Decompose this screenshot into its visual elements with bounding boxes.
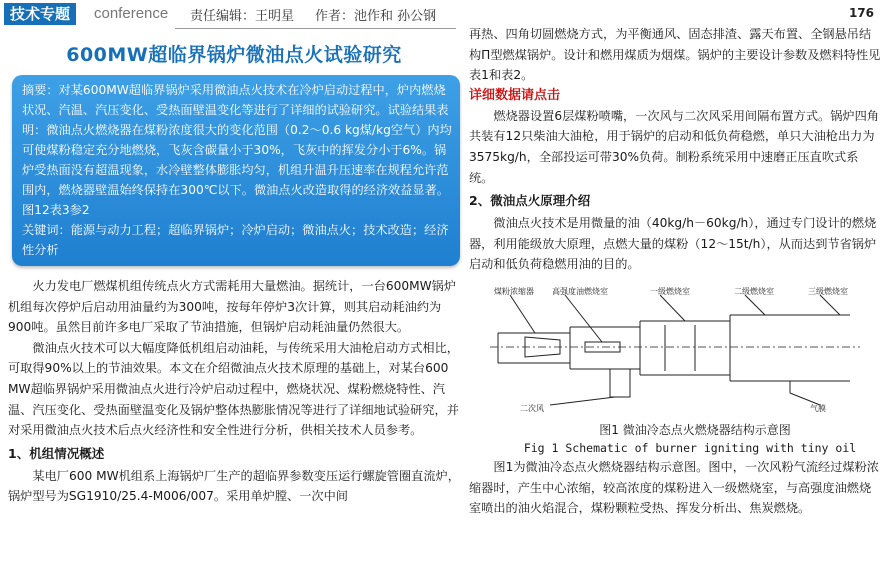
label-secondary-air: 二次风 — [520, 403, 544, 413]
figure-1-caption-cn: 图1 微油冷态点火燃烧器结构示意图 — [599, 422, 791, 437]
abstract-box — [12, 75, 460, 266]
right-paragraph-1: 再热、四角切圆燃烧方式，为平衡通风、固态排渣、露天布置、全钢悬吊结构Π型燃煤锅炉。设计和燃用煤质为烟煤。锅炉的主要设计参数及燃料特性见表1和表2。 — [469, 27, 881, 83]
left-column — [8, 32, 460, 507]
label-oil-chamber: 高强度油燃烧室 — [552, 286, 608, 296]
header-divider — [175, 28, 456, 29]
label-stage1: 一级燃烧室 — [650, 286, 690, 296]
section-1-paragraph: 某电厂600 MW机组系上海锅炉厂生产的超临界参数变压运行螺旋管圈直流炉，锅炉型号为SG1910/25.4-M006/007。采用单炉膛、一次中间 — [8, 468, 460, 504]
label-stage3: 三级燃烧室 — [808, 286, 848, 296]
label-stage2: 二级燃烧室 — [734, 286, 774, 296]
section-2-heading: 2、微油点火原理介绍 — [469, 193, 591, 209]
right-paragraph-2: 燃烧器设置6层煤粉喷嘴，一次风与二次风采用间隔布置方式。锅炉四角共装有12只柴油大油枪，用于锅炉的启动和低负荷稳燃，单只大油枪出力为3575kg/h，全部投运可带30%负荷。制粉系统采用中速磨正压直吹式系统。 — [469, 108, 879, 185]
label-concentrator: 煤粉浓缩器 — [494, 286, 534, 296]
burner-schematic-diagram — [490, 285, 860, 415]
page-number: 176 — [848, 6, 874, 20]
brand-label: 技术专题 — [4, 3, 76, 25]
author-credit: 作者：池作和 孙公钢 — [315, 9, 437, 24]
right-paragraph-4: 图1为微油冷态点火燃烧器结构示意图。图中，一次风粉气流经过煤粉浓缩器时，产生中心浓缩，较高浓度的煤粉进入一级燃烧室，与高强度油燃烧室喷出的油火焰混合，煤粉颗粒受热、挥发分析出、焦炭燃烧。 — [469, 459, 879, 516]
figure-1-caption-en: Fig 1 Schematic of burner igniting with tiny oil — [523, 440, 857, 455]
right-column — [469, 24, 881, 519]
right-paragraph-3: 微油点火技术是用微量的油（40kg/h－60kg/h），通过专门设计的燃烧器，利用能级放大原理，点燃大量的煤粉（12～15t/h），从而达到节省锅炉启动和低负荷稳燃用油的目的。 — [469, 216, 877, 272]
intro-paragraph-2: 微油点火技术可以大幅度降低机组启动油耗，与传统采用大油枪启动方式相比，可取得90%以上的节油效果。本文在介绍微油点火技术原理的基础上，对某台600 MW超临界锅炉采用微油点火进行冷炉启动过程中，燃烧状况、煤粉燃烧特性、汽温、汽压变化、受热面壁温变化及锅炉整体热膨胀情况等进行了详细地试验研究，并对采用微油点火技术后点火经济性和安全性进行分析，供相关技术人员参考。 — [8, 340, 459, 438]
figure-1 — [469, 285, 881, 419]
detail-data-link[interactable]: 详细数据请点击 — [469, 87, 561, 103]
abstract-text: 摘要：对某600MW超临界锅炉采用微油点火技术在冷炉启动过程中，炉内燃烧状况、汽温、汽压变化、受热面壁温变化等进行了详细的试验研究。试验结果表明：微油点火燃烧器在煤粉浓度很大的变化范围（0.2～0.6 kg煤/kg空气）内均可使煤粉稳定充分地燃烧，飞灰含碳量小于30%，飞灰中的挥发分小于6%。锅炉受热面没有超温现象，水冷壁整体膨胀均匀，机组升温升压速率在规程允许范围内，燃烧器壁温始终保持在300℃以下。微油点火改造取得的经济效益显著。图12表3参2 — [22, 83, 452, 217]
section-1-heading: 1、机组情况概述 — [8, 445, 105, 461]
editor-credit: 责任编辑：王明星 — [190, 9, 295, 24]
article-title: 600MW超临界锅炉微油点火试验研究 — [66, 44, 402, 66]
keywords-text: 关键词：能源与动力工程；超临界锅炉；冷炉启动；微油点火；技术改造；经济性分析 — [22, 223, 449, 257]
label-jacket-air: 气膜 — [810, 403, 826, 413]
intro-paragraph-1: 火力发电厂燃煤机组传统点火方式需耗用大量燃油。据统计，一台600MW锅炉机组每次停炉后启动用油量约为300吨，按每年停炉3次计算，则其启动耗油约为900吨。虽然目前许多电厂采取了节油措施，但锅炉启动耗油量仍然很大。 — [8, 279, 457, 335]
brand-subtitle: conference — [94, 5, 169, 22]
